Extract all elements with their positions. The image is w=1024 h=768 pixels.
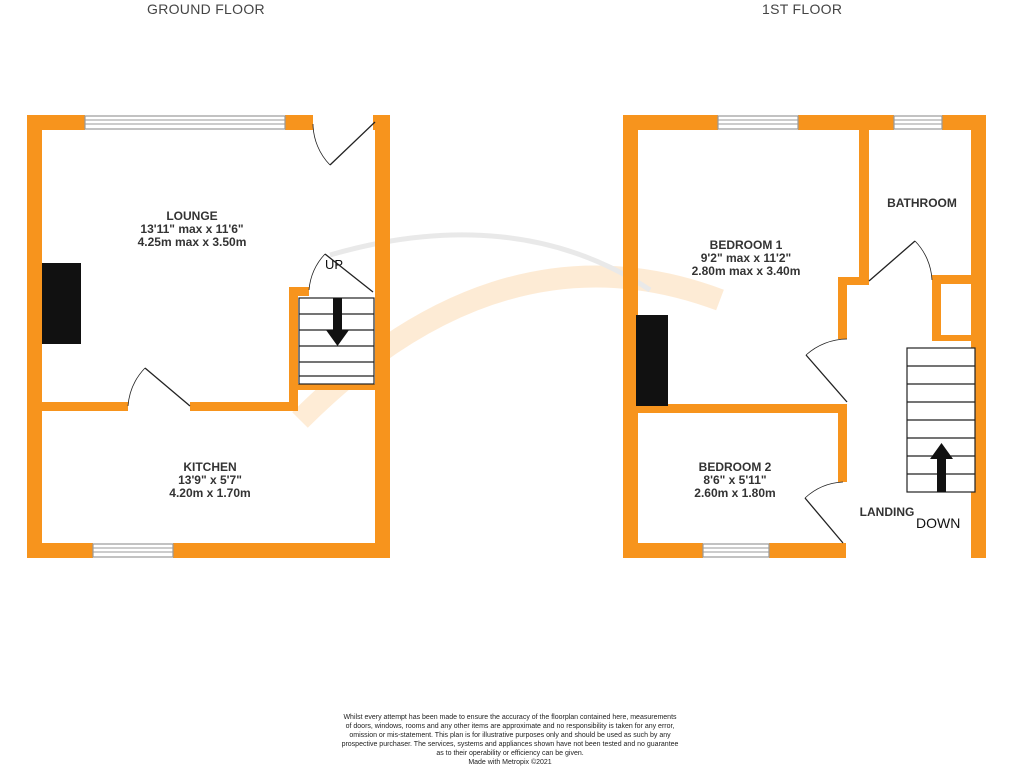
- ff-window-bedroom2: [703, 544, 769, 557]
- disclaimer-credit: Made with Metropix ©2021: [468, 759, 552, 766]
- ff-wall-bottom-right: [769, 543, 846, 558]
- ff-window-bathroom: [894, 116, 942, 129]
- stairs-down-label: DOWN: [916, 515, 961, 531]
- gf-wall-bottom-left: [27, 543, 93, 558]
- ff-wall-bed1-bed2: [638, 404, 847, 413]
- bathroom-name: BATHROOM: [887, 196, 957, 210]
- gf-stair-wall-bottom: [298, 384, 375, 390]
- gf-stair-wall-top: [289, 287, 309, 296]
- lounge-dim-metric: 4.25m max x 3.50m: [137, 235, 247, 249]
- kitchen-label: [125, 461, 295, 500]
- gf-fireplace: [42, 263, 81, 344]
- kitchen-dim-metric: 4.20m x 1.70m: [169, 486, 251, 500]
- lounge-dim-imperial: 13'11" max x 11'6": [140, 222, 244, 236]
- ff-window-bedroom1: [718, 116, 798, 129]
- ff-wall-cupboard-left: [932, 275, 941, 341]
- gf-window-bottom: [93, 544, 173, 557]
- ff-wall-bed1-bath: [859, 130, 869, 277]
- gf-wall-right: [375, 115, 390, 558]
- disclaimer: [300, 713, 720, 767]
- gf-window-top: [85, 116, 285, 129]
- lounge-label: [107, 210, 277, 249]
- gf-wall-bottom-right: [173, 543, 390, 558]
- kitchen-name: KITCHEN: [183, 460, 237, 474]
- ff-wall-top-mid: [798, 115, 894, 130]
- ff-wall-cupboard-bottom: [932, 335, 971, 341]
- disclaimer-line: prospective purchaser. The services, systems and appliances shown have not been tested and no guarantee: [341, 741, 679, 748]
- ff-fireplace: [636, 315, 668, 406]
- first-floor-title: 1ST FLOOR: [762, 1, 843, 17]
- landing-name: LANDING: [859, 505, 915, 519]
- bedroom2-name: BEDROOM 2: [698, 460, 772, 474]
- stairs-up-label: UP: [325, 257, 344, 272]
- ff-wall-bed2-right: [838, 404, 847, 482]
- bedroom1-label: [666, 239, 826, 278]
- gf-wall-internal-left: [42, 402, 128, 411]
- landing-label: [852, 506, 922, 519]
- gf-stair-wall-left: [289, 287, 298, 411]
- gf-wall-left: [27, 115, 42, 558]
- lounge-name: LOUNGE: [166, 209, 218, 223]
- ff-wall-bed1-right-lower: [838, 277, 847, 339]
- bedroom1-dim-metric: 2.80m max x 3.40m: [691, 264, 801, 278]
- gf-wall-top-mid: [285, 115, 313, 130]
- disclaimer-line: omission or mis-statement. This plan is for illustrative purposes only and should be used as such by any: [349, 732, 671, 739]
- ff-wall-bottom-left: [623, 543, 703, 558]
- gf-door-kitchen: [128, 368, 190, 406]
- bedroom1-dim-imperial: 9'2" max x 11'2": [700, 251, 792, 265]
- ff-door-bedroom1: [806, 339, 847, 402]
- ground-floor-title: GROUND FLOOR: [147, 1, 265, 17]
- gf-door-front: [313, 122, 375, 165]
- disclaimer-line: of doors, windows, rooms and any other items are approximate and no responsibility is taken for any error,: [345, 723, 675, 730]
- disclaimer-line: Whilst every attempt has been made to ensure the accuracy of the floorplan contained here, measurements: [343, 714, 677, 721]
- bathroom-label: [882, 197, 962, 210]
- gf-wall-internal-right: [190, 402, 298, 411]
- bedroom2-label: [660, 461, 810, 500]
- disclaimer-line: as to their operability or efficiency can be given.: [436, 750, 584, 757]
- kitchen-dim-imperial: 13'9" x 5'7": [178, 473, 242, 487]
- bedroom2-dim-metric: 2.60m x 1.80m: [694, 486, 776, 500]
- bedroom1-name: BEDROOM 1: [709, 238, 783, 252]
- bedroom2-dim-imperial: 8'6" x 5'11": [703, 473, 767, 487]
- ff-wall-left: [623, 115, 638, 558]
- ff-door-bedroom2: [805, 482, 843, 543]
- ff-door-bathroom: [869, 241, 932, 281]
